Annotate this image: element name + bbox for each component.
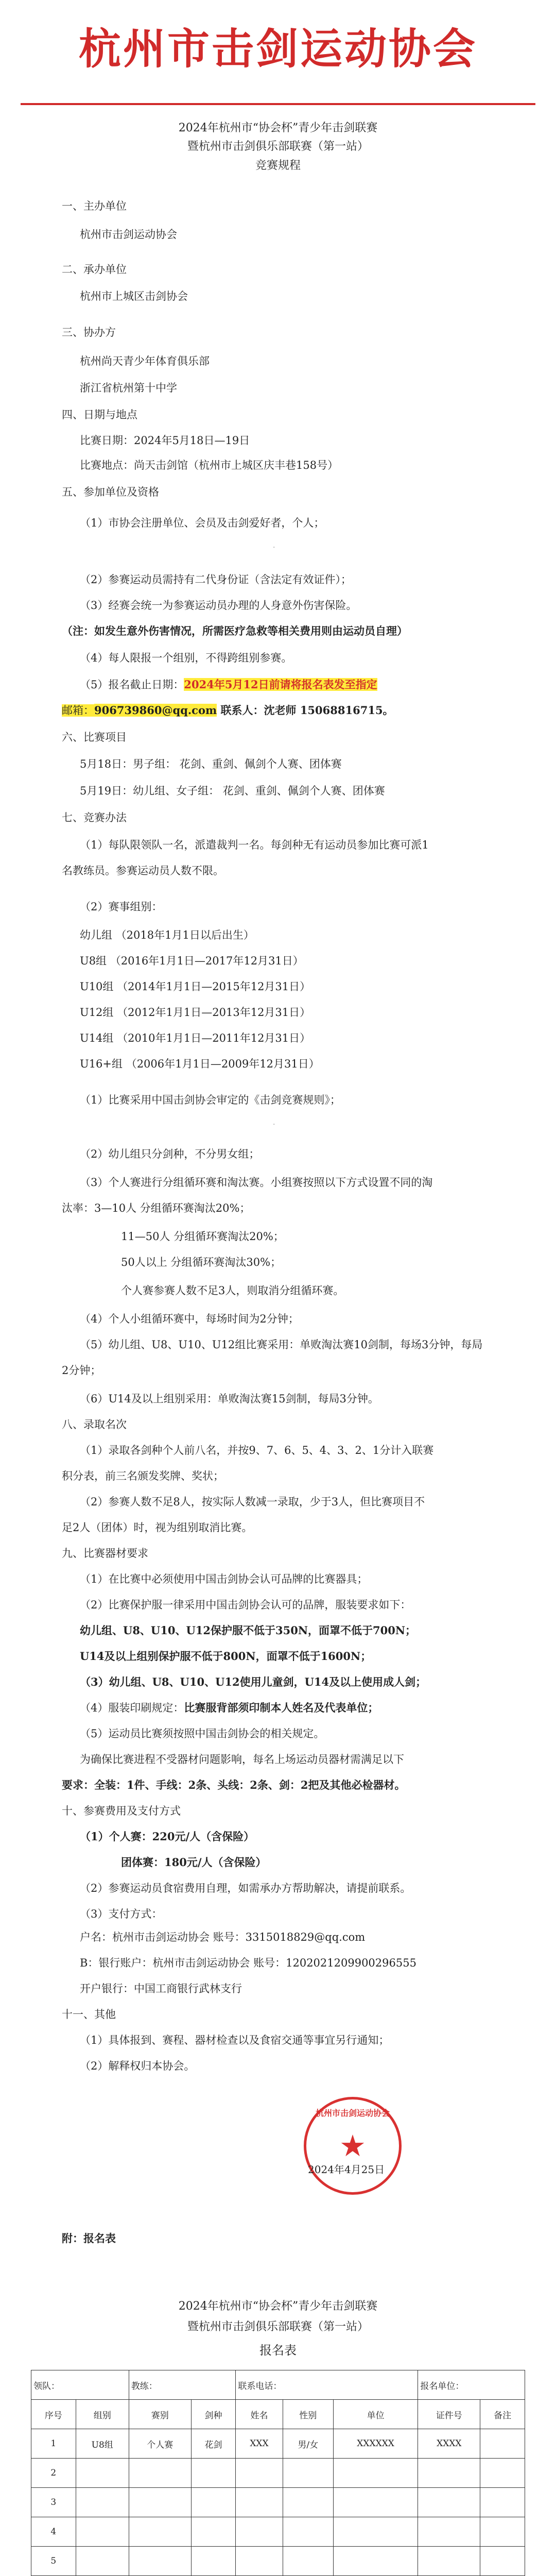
form-title-line3: 报名表 [259, 2343, 297, 2358]
section-9-line-1: （1）在比赛中必须使用中国击剑协会认可品牌的比赛器具； [80, 1573, 368, 1585]
form-meta-row [31, 2370, 525, 2400]
group-u14: U14组 （2010年1月1日—2011年12月31日） [80, 1032, 311, 1044]
page-dot: · [273, 544, 275, 552]
section-9-heading: 九、比赛器材要求 [62, 1547, 148, 1560]
section-7-heading: 七、竞赛办法 [62, 811, 127, 824]
section-3-text-2: 浙江省杭州第十中学 [80, 382, 177, 394]
form-header-row [31, 2400, 525, 2429]
form-title-line2: 暨杭州市击剑俱乐部联赛（第一站） [187, 2320, 369, 2333]
section-7-rule-6: （6）U14及以上组别采用：单败淘汰赛15剑制，每局3分钟。 [80, 1393, 379, 1405]
section-7-line-2: 名教练员。参赛运动员人数不限。 [62, 865, 224, 877]
col-header: 序号 [31, 2400, 76, 2429]
cell: 个人赛 [129, 2429, 191, 2459]
header-divider [21, 103, 535, 105]
section-11-line-1: （1）具体报到、赛程、器材检查以及食宿交通等事宜另行通知； [80, 2034, 390, 2046]
print-rule-label: （4）服装印刷规定： [80, 1702, 184, 1714]
section-3-heading: 三、协办方 [62, 326, 116, 338]
col-header: 证件号 [418, 2400, 480, 2429]
doc-title-line1: 2024年杭州市“协会杯”青少年击剑联赛 [178, 122, 378, 134]
section-1-text: 杭州市击剑运动协会 [80, 228, 177, 241]
cell: XXXX [418, 2429, 480, 2459]
table-row [31, 2429, 525, 2459]
official-seal [304, 2097, 402, 2195]
meta-unit[interactable]: 报名单位： [418, 2370, 525, 2400]
payment-account-2: B：银行账户：杭州市击剑运动协会 账号：1202021209900296555 [80, 1957, 416, 1969]
section-7-rule-3d: 50人以上 分组循环赛淘汰30%； [121, 1256, 282, 1268]
row-number: 5 [31, 2547, 76, 2576]
section-7-rule-3c: 11—50人 分组循环赛淘汰20%； [121, 1230, 284, 1243]
table-row [31, 2459, 525, 2488]
seal-date: 2024年4月25日 [308, 2163, 385, 2176]
section-8-line-3: （2）参赛人数不足8人，按实际人数减一录取，少于3人，但比赛项目不 [80, 1496, 425, 1508]
group-u10: U10组 （2014年1月1日—2015年12月31日） [80, 980, 311, 993]
section-8-line-1: （1）录取各剑种个人前八名，并按9、7、6、5、4、3、2、1分计入联赛 [80, 1444, 434, 1456]
deadline-label: （5）报名截止日期： [80, 679, 184, 691]
cell: XXX [236, 2429, 283, 2459]
section-5-contact [62, 703, 515, 718]
group-kids: 幼儿组 （2018年1月1日以后出生） [80, 929, 254, 941]
section-5-item-1: （1）市协会注册单位、会员及击剑爱好者，个人； [80, 517, 325, 529]
section-7-rule-3b: 汰率：3—10人 分组循环赛淘汰20%； [62, 1202, 251, 1214]
fee-individual: （1）个人赛：220元/人（含保险） [80, 1830, 255, 1843]
col-header: 性别 [283, 2400, 333, 2429]
row-number: 4 [31, 2517, 76, 2547]
meta-coach[interactable]: 教练： [129, 2370, 236, 2400]
table-row [31, 2547, 525, 2576]
cell: U8组 [76, 2429, 129, 2459]
cell: XXXXXX [333, 2429, 418, 2459]
cell: 花剑 [191, 2429, 236, 2459]
section-7-rule-5b: 2分钟； [62, 1364, 101, 1377]
attachment-label: 附：报名表 [62, 2232, 116, 2245]
section-7-rule-4: （4）个人小组循环赛中，每场时间为2分钟； [80, 1313, 299, 1325]
page-dot: · [273, 1121, 275, 1129]
section-7-line-1: （1）每队限领队一名，派遣裁判一名。每剑种无有运动员参加比赛可派1 [80, 839, 429, 851]
payment-account-1: 户名：杭州市击剑运动协会 账号：3315018829@qq.com [80, 1931, 366, 1943]
table-row [31, 2488, 525, 2517]
section-7-rule-5: （5）幼儿组、U8、U10、U12组比赛采用：单败淘汰赛10剑制，每场3分钟，每局 [80, 1338, 483, 1351]
section-6-day1: 5月18日：男子组： 花剑、重剑、佩剑个人赛、团体赛 [80, 758, 342, 770]
section-8-heading: 八、录取名次 [62, 1418, 127, 1431]
section-5-item-5 [80, 677, 533, 692]
section-5-note: （注：如发生意外伤害情况，所需医疗急救等相关费用则由运动员自理） [62, 624, 408, 637]
section-4-venue: 比赛地点：尚天击剑馆（杭州市上城区庆丰巷158号） [80, 459, 339, 471]
section-10-line-3: （2）参赛运动员食宿费用自理，如需承办方帮助解决，请提前联系。 [80, 1882, 411, 1894]
payment-bank: 开户银行：中国工商银行武林支行 [80, 1982, 242, 1995]
section-9-line-6 [80, 1700, 533, 1716]
section-9-line-4: U14及以上组别保护服不低于800N，面罩不低于1600N； [80, 1650, 372, 1663]
print-rule-value: 比赛服背部须印制本人姓名及代表单位； [184, 1701, 379, 1714]
section-9-line-3: 幼儿组、U8、U10、U12保护服不低于350N，面罩不低于700N； [80, 1624, 416, 1637]
deadline-value: 2024年5月12日前请将报名表发至指定 [184, 678, 377, 691]
cell: 1 [31, 2429, 76, 2459]
cell [480, 2429, 525, 2459]
section-1-heading: 一、主办单位 [62, 200, 127, 212]
cell: 男/女 [283, 2429, 333, 2459]
section-9-line-5: （3）幼儿组、U8、U10、U12使用儿童剑，U14及以上使用成人剑； [80, 1675, 427, 1688]
row-number: 3 [31, 2488, 76, 2517]
section-5-item-2: （2）参赛运动员需持有二代身份证（含法定有效证件）； [80, 573, 352, 586]
org-header-title: 杭州市击剑运动协会 [78, 25, 477, 74]
section-6-day2: 5月19日：幼儿组、女子组： 花剑、重剑、佩剑个人赛、团体赛 [80, 785, 385, 797]
section-4-heading: 四、日期与地点 [62, 409, 137, 421]
doc-title-line2: 暨杭州市击剑俱乐部联赛（第一站） [187, 140, 369, 153]
email-label: 邮箱： [62, 704, 94, 717]
section-9-line-8: 为确保比赛进程不受器材问题影响，每名上场运动员器材需满足以下 [80, 1753, 404, 1766]
col-header: 备注 [480, 2400, 525, 2429]
section-2-text: 杭州市上城区击剑协会 [80, 290, 188, 302]
col-header: 姓名 [236, 2400, 283, 2429]
group-u16: U16+组 （2006年1月1日—2009年12月31日） [80, 1058, 320, 1070]
section-3-text-1: 杭州尚天青少年体育俱乐部 [80, 355, 210, 367]
section-2-heading: 二、承办单位 [62, 263, 127, 276]
section-7-rule-3: （3）个人赛进行分组循环赛和淘汰赛。小组赛按照以下方式设置不同的淘 [80, 1176, 433, 1189]
group-u8: U8组 （2016年1月1日—2017年12月31日） [80, 955, 304, 967]
contact-person: 联系人：沈老师 15068816715。 [217, 704, 394, 717]
section-7-rule-1: （1）比赛采用中国击剑协会审定的《击剑竞赛规则》； [80, 1094, 341, 1106]
registration-table [31, 2370, 525, 2576]
section-10-line-4: （3）支付方式： [80, 1908, 163, 1920]
section-9-line-2: （2）比赛保护服一律采用中国击剑协会认可的品牌，服装要求如下： [80, 1599, 411, 1611]
section-7-rule-3e: 个人赛参赛人数不足3人，则取消分组循环赛。 [121, 1284, 344, 1297]
col-header: 赛别 [129, 2400, 191, 2429]
section-6-heading: 六、比赛项目 [62, 731, 127, 743]
seal-star-icon: ★ [339, 2128, 366, 2163]
form-title-line1: 2024年杭州市“协会杯”青少年击剑联赛 [178, 2300, 378, 2313]
col-header: 剑种 [191, 2400, 236, 2429]
section-8-line-4: 足2人（团体）时，视为组别取消比赛。 [62, 1521, 253, 1534]
row-number: 2 [31, 2459, 76, 2488]
section-8-line-2: 积分表，前三名颁发奖牌、奖状； [62, 1470, 224, 1482]
seal-text: 杭州市击剑运动协会 [315, 2108, 390, 2118]
section-11-heading: 十一、其他 [62, 2008, 116, 2021]
col-header: 单位 [333, 2400, 418, 2429]
table-row [31, 2517, 525, 2547]
section-9-line-9: 要求：全装：1件、手线：2条、头线：2条、剑：2把及其他必检器材。 [62, 1778, 406, 1791]
section-9-line-7: （5）运动员比赛须按照中国击剑协会的相关规定。 [80, 1727, 325, 1740]
col-header: 组别 [76, 2400, 129, 2429]
section-7-groups-label: （2）赛事组别： [80, 901, 163, 913]
section-4-date: 比赛日期：2024年5月18日—19日 [80, 434, 250, 447]
meta-leader[interactable]: 领队： [31, 2370, 129, 2400]
section-5-item-4: （4）每人限报一个组别，不得跨组别参赛。 [80, 652, 292, 664]
group-u12: U12组 （2012年1月1日—2013年12月31日） [80, 1006, 311, 1019]
section-10-heading: 十、参赛费用及支付方式 [62, 1805, 181, 1817]
doc-title-line3: 竞赛规程 [255, 159, 301, 172]
email-value: 906739860@qq.com [94, 704, 217, 717]
section-5-item-3: （3）经赛会统一为参赛运动员办理的人身意外伤害保险。 [80, 599, 357, 612]
fee-team: 团体赛：180元/人（含保险） [121, 1856, 267, 1869]
section-5-heading: 五、参加单位及资格 [62, 486, 159, 498]
section-11-line-2: （2）解释权归本协会。 [80, 2060, 195, 2072]
meta-phone[interactable]: 联系电话： [236, 2370, 418, 2400]
section-7-rule-2: （2）幼儿组只分剑种，不分男女组； [80, 1148, 260, 1160]
